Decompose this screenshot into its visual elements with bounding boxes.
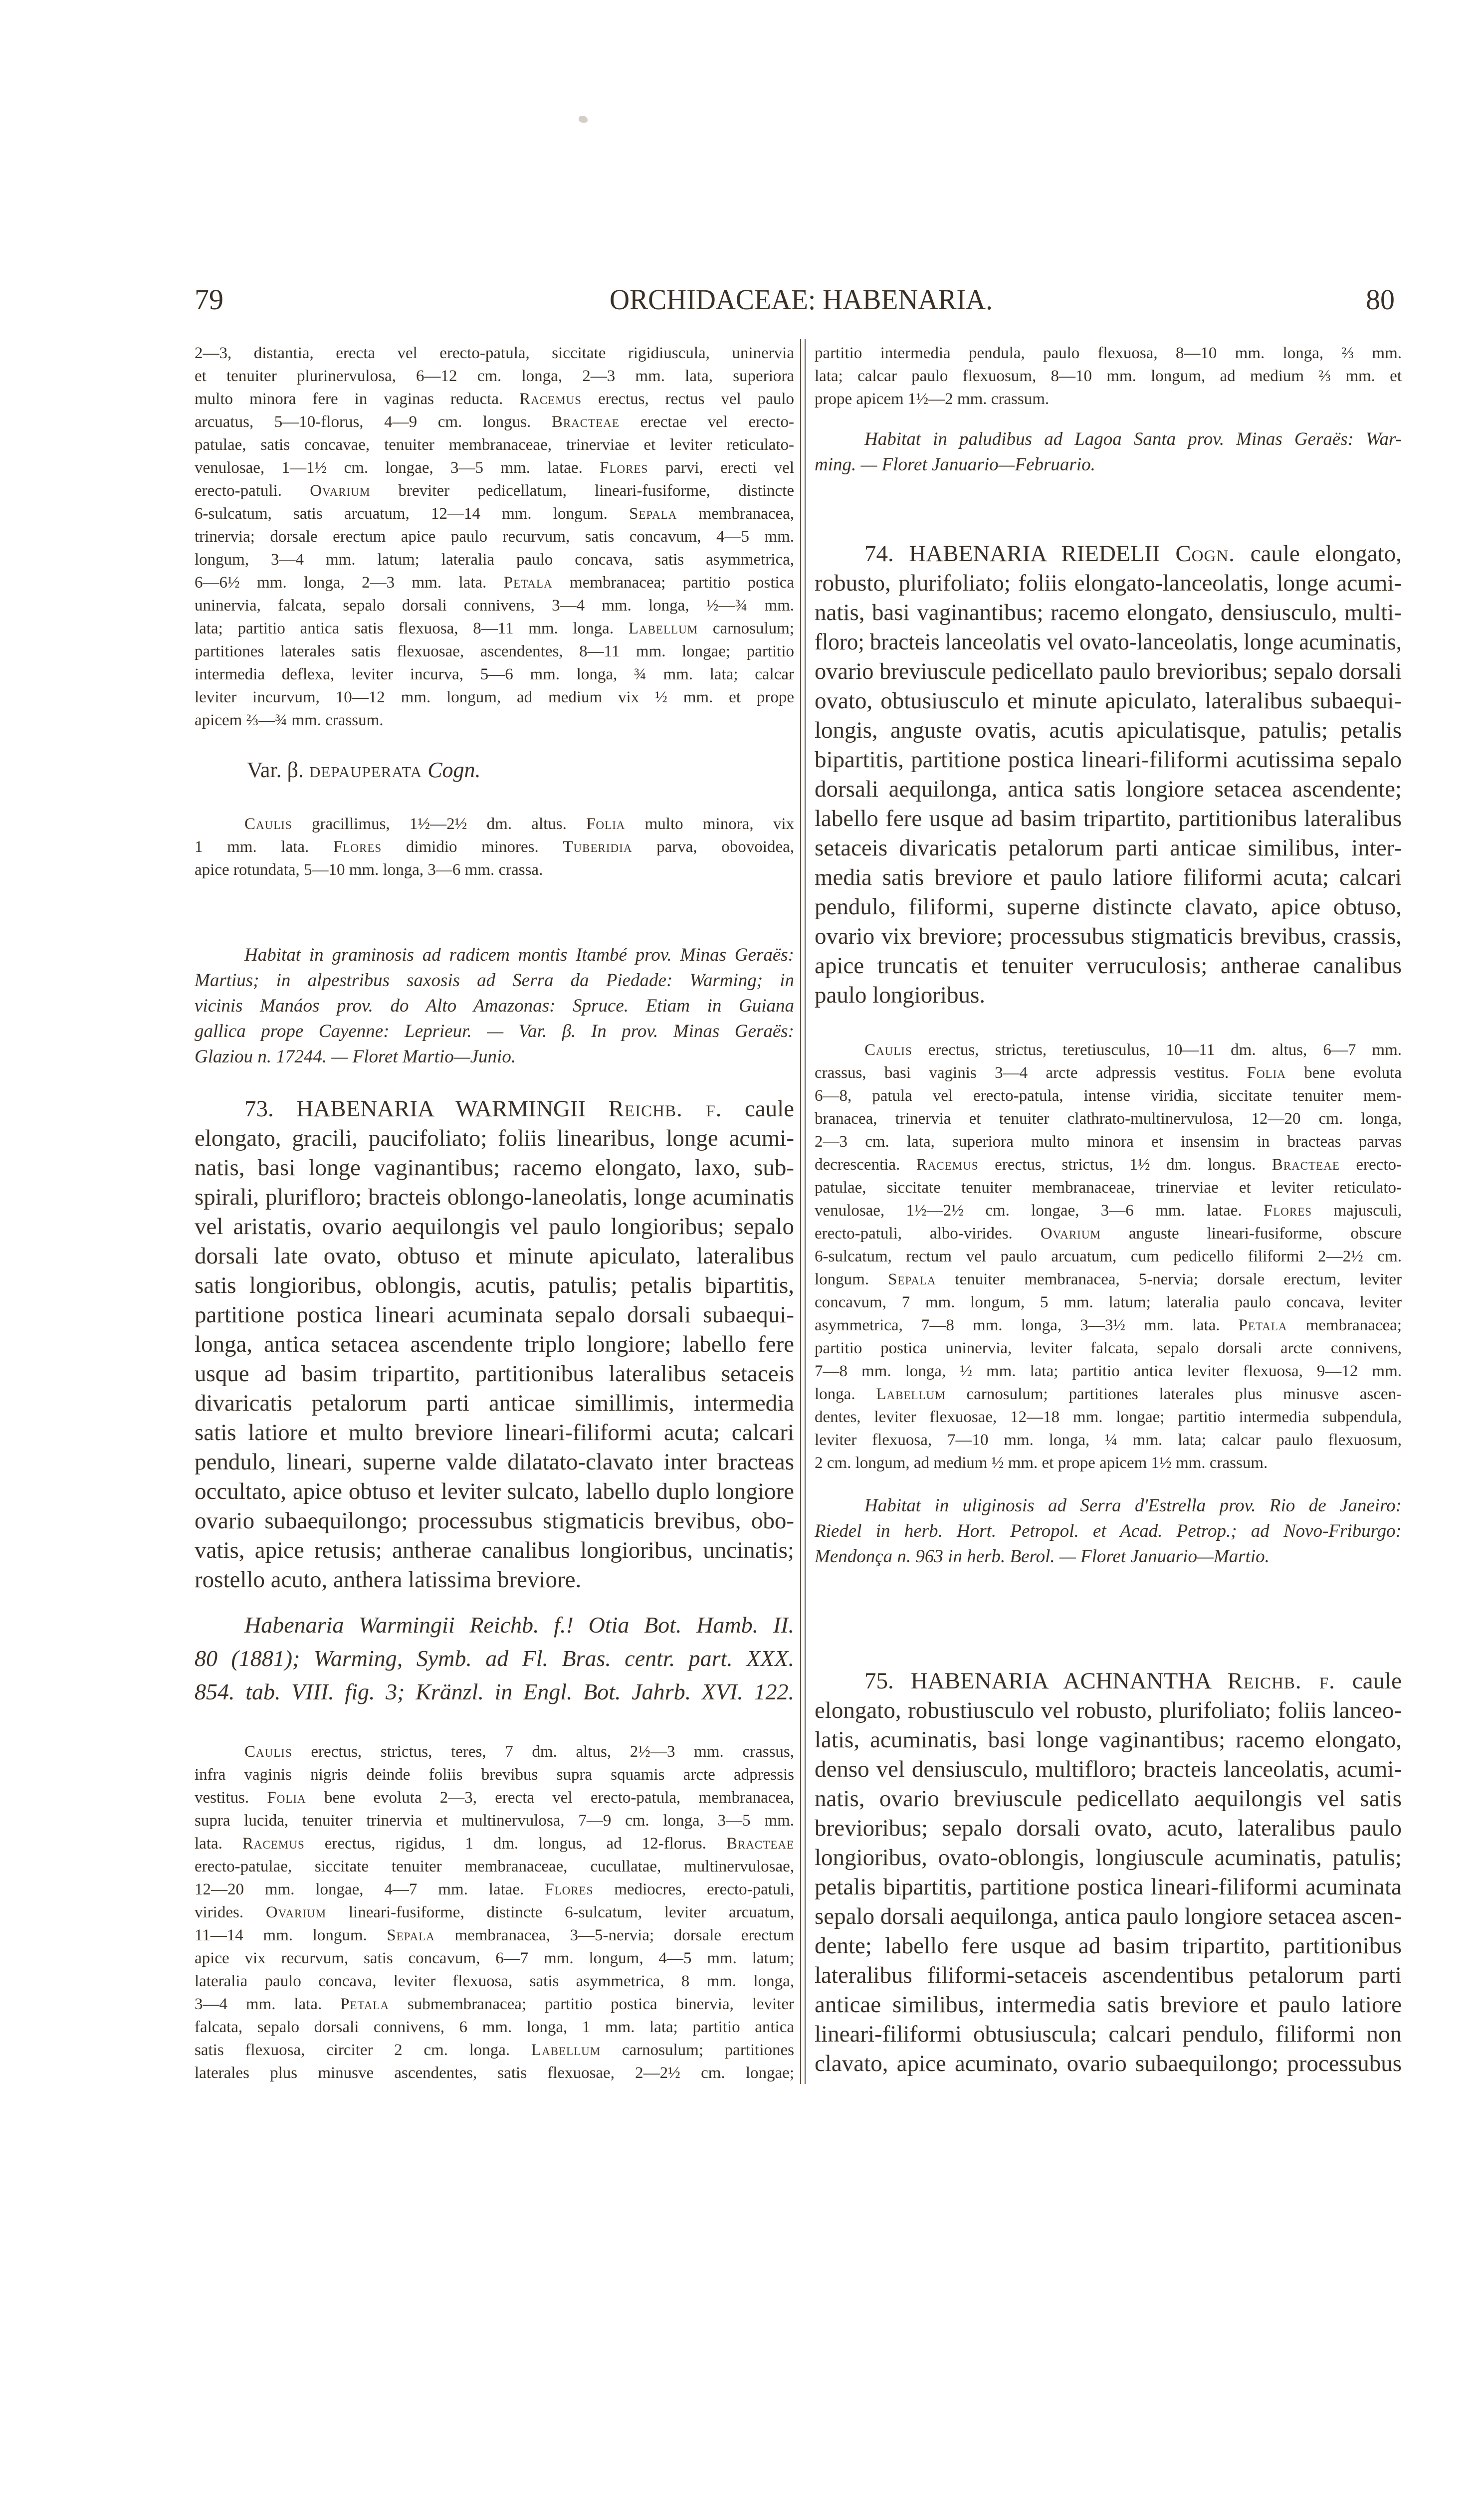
- text-line: apice rotundata, 5—10 mm. longa, 3—6 mm. crassa.: [195, 861, 543, 879]
- small-caps-term: Bracteae: [726, 1835, 794, 1853]
- text-line: lata. Racemus erectus, rigidus, 1 dm. longus, ad 12-florus. Bracteae: [195, 1835, 794, 1853]
- text-line: ming. — Floret Januario—Februario.: [815, 454, 1095, 475]
- text-line: vatis, apice retusis; antherae canalibus longioribus, uncinatis;: [195, 1537, 794, 1563]
- italic-term: Cogn.: [427, 758, 481, 782]
- species-73-diagnosis: [195, 1094, 794, 1595]
- text-line: 6—6½ mm. longa, 2—3 mm. lata. Petala membranacea; partitio postica: [195, 574, 794, 592]
- species-73-citation: [195, 1608, 794, 1708]
- small-caps-term: Bracteae: [551, 413, 620, 431]
- text-line: 1 mm. lata. Flores dimidio minores. Tuberidia parva, obovoidea,: [195, 838, 795, 856]
- text-line: Caulis erectus, strictus, teres, 7 dm. altus, 2½—3 mm. crassus,: [244, 1743, 794, 1761]
- text-line: natis, basi vaginantibus; racemo elongato, densiusculo, multi-: [815, 600, 1402, 625]
- text-line: venulosae, 1½—2½ cm. longae, 3—6 mm. latae. Flores majusculi,: [815, 1202, 1402, 1220]
- text-line: apicem ⅔—¾ mm. crassum.: [195, 711, 384, 729]
- small-caps-term: Folia: [267, 1789, 306, 1807]
- text-line: 11—14 mm. longum. Sepala membranacea, 3—5-nervia; dorsale erectum: [195, 1926, 794, 1944]
- text-line: Riedel in herb. Hort. Petropol. et Acad. Petrop.; ad Novo-Friburgo:: [815, 1521, 1402, 1541]
- small-caps-term: Sepala: [387, 1926, 435, 1944]
- text-line: satis latiore et multo breviore lineari-filiformi acuta; calcari: [195, 1420, 794, 1446]
- text-line: partitio intermedia pendula, paulo flexuosa, 8—10 mm. longa, ⅔ mm.: [815, 344, 1402, 362]
- text-line: erecto-patulae, siccitate tenuiter membranaceae, cucullatae, multinervulosae,: [195, 1858, 794, 1875]
- text-line: natis, basi longe vaginantibus; racemo elongato, laxo, sub-: [195, 1155, 794, 1181]
- text-line: 2 cm. longum, ad medium ½ mm. et prope apicem 1½ mm. crassum.: [815, 1454, 1268, 1472]
- text-line: 80 (1881); Warming, Symb. ad Fl. Bras. centr. part. XXX.: [195, 1646, 794, 1671]
- text-line: satis flexuosa, circiter 2 cm. longa. Labellum carnosulum; partitiones: [195, 2041, 794, 2059]
- habitat-paragraph-74: [815, 1493, 1402, 1569]
- text-line: 3—4 mm. lata. Petala submembranacea; partitio postica binervia, leviter: [195, 1995, 795, 2013]
- text-line: lateralibus filiformi-setaceis ascendentibus petalorum parti: [815, 1962, 1402, 1988]
- text-line: dente; labello fere usque ad basim tripartito, partitionibus: [815, 1933, 1402, 1959]
- small-caps-term: Labellum: [531, 2041, 601, 2059]
- small-caps-term: Ovarium: [310, 482, 371, 500]
- small-caps-term: Caulis: [244, 815, 292, 833]
- small-caps-term: Labellum: [628, 620, 698, 637]
- small-caps-term: Racemus: [242, 1835, 305, 1853]
- small-caps-term: Caulis: [244, 1743, 292, 1761]
- text-line: denso vel densiusculo, multifloro; bracteis lanceolatis, acumi-: [815, 1756, 1402, 1782]
- text-line: erecto-patuli, albo-virides. Ovarium anguste lineari-fusiforme, obscure: [815, 1225, 1402, 1243]
- text-line: setaceis divaricatis petalorum parti anticae similibus, inter-: [815, 835, 1402, 861]
- species-74-diagnosis: [815, 539, 1402, 1010]
- text-line: sepalo dorsali aequilonga, antica paulo longiore setacea ascen-: [815, 1903, 1402, 1929]
- text-line: Habitat in paludibus ad Lagoa Santa prov. Minas Geraës: War-: [864, 429, 1402, 449]
- text-line: crassus, basi vaginis 3—4 arcte adpressis vestitus. Folia bene evoluta: [815, 1064, 1402, 1082]
- text-line: dentes, leviter flexuosae, 12—18 mm. longae; partitio intermedia subpendula,: [815, 1408, 1402, 1426]
- text-line: 2—3, distantia, erecta vel erecto-patula, siccitate rigidiuscula, uninervia: [195, 344, 794, 362]
- text-line: elongato, gracili, paucifoliato; foliis linearibus, longe acumi-: [195, 1125, 794, 1151]
- small-caps-term: Racemus: [916, 1156, 979, 1174]
- text-line: 6—8, patula vel erecto-patula, intense viridia, siccitate tenuiter mem-: [815, 1087, 1402, 1105]
- small-caps-term: Reichb. f.: [608, 1096, 722, 1122]
- small-caps-term: Labellum: [876, 1385, 946, 1403]
- page-number-right: 80: [1366, 283, 1395, 316]
- text-line: ovario subaequilongo; processubus stigmaticis brevibus, obo-: [195, 1508, 794, 1534]
- text-line: Mendonça n. 963 in herb. Berol. — Floret Januario—Martio.: [815, 1546, 1270, 1567]
- text-line: et tenuiter plurinervulosa, 6—12 cm. longa, 2—3 mm. lata, superiora: [195, 367, 794, 385]
- small-caps-term: Cogn.: [1175, 541, 1235, 567]
- text-line: spirali, plurifloro; bracteis oblongo-laneolatis, longe acuminatis: [195, 1184, 794, 1210]
- text-line: arcuatus, 5—10-florus, 4—9 cm. longus. Bracteae erectae vel erecto-: [195, 413, 795, 431]
- text-line: venulosae, 1—1½ cm. longae, 3—5 mm. latae. Flores parvi, erecti vel: [195, 459, 794, 477]
- text-line: supra lucida, tenuiter trinervia et multinervulosa, 7—9 cm. longa, 3—5 mm.: [195, 1812, 794, 1830]
- text-line: 75. HABENARIA ACHNANTHA Reichb. f. caule: [864, 1668, 1402, 1694]
- text-line: trinervia; dorsale erectum apice paulo recurvum, satis concavum, 4—5 mm.: [195, 528, 794, 546]
- column-rule: [800, 339, 801, 2084]
- small-caps-term: Caulis: [864, 1041, 912, 1059]
- text-line: Habenaria Warmingii Reichb. f.! Otia Bot. Hamb. II.: [244, 1612, 794, 1638]
- species-73-description: [195, 1740, 794, 2084]
- text-line: 854. tab. VIII. fig. 3; Kränzl. in Engl. Bot. Jahrb. XVI. 122.: [195, 1679, 794, 1704]
- text-line: decrescentia. Racemus erectus, strictus, 1½ dm. longus. Bracteae erecto-: [815, 1156, 1402, 1174]
- small-caps-term: Tuberidia: [563, 838, 633, 856]
- text-line: floro; bracteis lanceolatis vel ovato-lanceolatis, longe acuminatis,: [815, 629, 1402, 655]
- text-line: branacea, trinervia et tenuiter clathrato-multinervulosa, 12—20 cm. longa,: [815, 1110, 1402, 1128]
- text-line: prope apicem 1½—2 mm. crassum.: [815, 390, 1050, 408]
- paper-mark: [579, 116, 588, 123]
- text-line: 7—8 mm. longa, ½ mm. lata; partitio antica leviter flexuosa, 9—12 mm.: [815, 1362, 1402, 1380]
- small-caps-term: Reichb. f.: [1227, 1668, 1335, 1694]
- text-line: brevioribus; sepalo dorsali ovato, acuto, lateralibus paulo: [815, 1815, 1402, 1841]
- text-line: virides. Ovarium lineari-fusiforme, distincte 6-sulcatum, leviter arcuatum,: [195, 1903, 794, 1921]
- small-caps-term: Petala: [1238, 1316, 1287, 1334]
- small-caps-term: Sepala: [629, 505, 677, 523]
- text-line: ovario breviuscule pedicellato paulo brevioribus; sepalo dorsali: [815, 658, 1402, 684]
- text-line: leviter incurvum, 10—12 mm. longum, ad medium vix ½ mm. et prope: [195, 688, 794, 706]
- small-caps-term: Flores: [600, 459, 648, 477]
- text-line: labello fere usque ad basim tripartito, partitionibus lateralibus: [815, 806, 1402, 831]
- text-line: laterales plus minusve ascendentes, satis flexuosae, 2—2½ cm. longae;: [195, 2064, 794, 2082]
- text-line: pendulo, lineari, superne valde dilatato-clavato inter bracteas: [195, 1449, 794, 1475]
- text-line: patulae, siccitate tenuiter membranaceae, trinerviae et leviter reticulato-: [815, 1179, 1402, 1197]
- small-caps-term: Flores: [333, 838, 382, 856]
- variety-description: [195, 813, 794, 881]
- text-line: 73. HABENARIA WARMINGII Reichb. f. caule: [244, 1096, 794, 1122]
- text-line: lata; partitio antica satis flexuosa, 8—11 mm. longa. Labellum carnosulum;: [195, 620, 794, 637]
- text-line: dorsali late ovato, obtuso et minute apiculato, lateralibus: [195, 1243, 794, 1269]
- small-caps-term: Ovarium: [1040, 1225, 1101, 1243]
- text-line: Martius; in alpestribus saxosis ad Serra da Piedade: Warming; in: [195, 970, 794, 991]
- text-line: pendulo, filiformi, superne distincte clavato, apice obtuso,: [815, 894, 1402, 920]
- text-line: divaricatis petalorum parti anticae simillimis, intermedia: [195, 1390, 794, 1416]
- small-caps-term: depauperata: [309, 758, 423, 782]
- text-line: intermedia deflexa, leviter incurva, 5—6 mm. longa, ¾ mm. lata; calcar: [195, 665, 794, 683]
- small-caps-term: Petala: [503, 574, 553, 592]
- habitat-paragraph: [195, 942, 794, 1069]
- text-line: occultato, apice obtuso et leviter sulcato, labello duplo longiore: [195, 1478, 794, 1504]
- description-continued: [195, 342, 794, 732]
- text-line: apice truncatis et tenuiter verruculosis; antherae canalibus: [815, 953, 1402, 979]
- text-line: patulae, satis concavae, tenuiter membranaceae, trinerviae et leviter reticulato-: [195, 436, 794, 454]
- text-line: ovario vix breviore; processubus stigmaticis brevibus, crassis,: [815, 923, 1402, 949]
- text-line: natis, ovario breviuscule pedicellato aequilongis vel satis: [815, 1786, 1402, 1812]
- text-line: partitiones laterales satis flexuosae, ascendentes, 8—11 mm. longae; partitio: [195, 642, 794, 660]
- small-caps-term: Sepala: [888, 1270, 936, 1288]
- text-line: 74. HABENARIA RIEDELII Cogn. caule elongato,: [864, 541, 1402, 567]
- text-line: anticae similibus, intermedia satis breviore et paulo latiore: [815, 1992, 1402, 2018]
- text-line: Caulis gracillimus, 1½—2½ dm. altus. Folia multo minora, vix: [244, 815, 794, 833]
- small-caps-term: Ovarium: [265, 1903, 327, 1921]
- small-caps-term: Flores: [545, 1880, 594, 1898]
- small-caps-term: Folia: [1247, 1064, 1286, 1082]
- text-line: vicinis Manáos prov. do Alto Amazonas: Spruce. Etiam in Guiana: [195, 996, 794, 1016]
- text-line: dorsali aequilonga, antica satis longiore setacea ascendente;: [815, 776, 1402, 802]
- text-line: bipartitis, partitione postica lineari-filiformi acutissima sepalo: [815, 747, 1402, 773]
- text-line: 6-sulcatum, satis arcuatum, 12—14 mm. longum. Sepala membranacea,: [195, 505, 794, 523]
- text-line: partitio postica uninervia, leviter falcata, sepalo dorsali arcte connivens,: [815, 1339, 1402, 1357]
- text-line: vestitus. Folia bene evoluta 2—3, erecta vel erecto-patula, membranacea,: [195, 1789, 794, 1807]
- text-line: Caulis erectus, strictus, teretiusculus, 10—11 dm. altus, 6—7 mm.: [864, 1041, 1402, 1059]
- small-caps-term: Petala: [340, 1995, 389, 2013]
- description-continued-right: [815, 342, 1402, 411]
- text-line: concavum, 7 mm. longum, 5 mm. latum; lateralia paulo concava, leviter: [815, 1293, 1402, 1311]
- text-line: robusto, plurifoliato; foliis elongato-lanceolatis, longe acumi-: [815, 570, 1402, 596]
- text-line: infra vaginis nigris deinde foliis brevibus supra squamis arcte adpressis: [195, 1766, 794, 1784]
- small-caps-term: Bracteae: [1272, 1156, 1340, 1174]
- text-line: rostello acuto, anthera latissima breviore.: [195, 1567, 582, 1593]
- small-caps-term: Racemus: [519, 390, 582, 408]
- text-line: petalis bipartitis, partitione postica lineari-filiformi acuminata: [815, 1874, 1402, 1900]
- text-line: asymmetrica, 7—8 mm. longa, 3—3½ mm. lata. Petala membranacea;: [815, 1316, 1402, 1334]
- text-line: partitione postica lineari acuminata sepalo dorsali subaequi-: [195, 1302, 794, 1328]
- text-line: Var. β. depauperata Cogn.: [247, 758, 481, 782]
- text-line: 12—20 mm. longae, 4—7 mm. latae. Flores mediocres, erecto-patuli,: [195, 1880, 794, 1898]
- text-line: multo minora fere in vaginas reducta. Racemus erectus, rectus vel paulo: [195, 390, 794, 408]
- text-line: vel aristatis, ovario aequilongis vel paulo longioribus; sepalo: [195, 1214, 794, 1240]
- habitat-paragraph-73: [815, 426, 1402, 477]
- text-line: Glaziou n. 17244. — Floret Martio—Junio.: [195, 1046, 516, 1067]
- text-line: longis, anguste ovatis, acutis apiculatisque, patulis; petalis: [815, 717, 1402, 743]
- text-line: ovato, obtusiusculo et minute apiculato, lateralibus subaequi-: [815, 688, 1402, 714]
- text-line: apice vix recurvum, satis concavum, 6—7 mm. longum, 4—5 mm. latum;: [195, 1949, 794, 1967]
- text-line: 6-sulcatum, rectum vel paulo arcuatum, cum pedicello filiformi 2—2½ cm.: [815, 1247, 1402, 1265]
- text-line: longa, antica setacea ascendente triplo longiore; labello fere: [195, 1331, 794, 1357]
- small-caps-term: Folia: [586, 815, 626, 833]
- text-line: uninervia, falcata, sepalo dorsali connivens, 3—4 mm. longa, ½—¾ mm.: [195, 597, 794, 615]
- text-line: lineari-filiformi obtusiuscula; calcari pendulo, filiformi non: [815, 2021, 1402, 2047]
- species-74-description: [815, 1039, 1402, 1474]
- text-line: media satis breviore et paulo latiore filiformi acuta; calcari: [815, 864, 1402, 890]
- text-line: leviter flexuosa, 7—10 mm. longa, ¼ mm. lata; calcar paulo flexuosum,: [815, 1431, 1402, 1449]
- text-line: erecto-patuli. Ovarium breviter pedicellatum, lineari-fusiforme, distincte: [195, 482, 795, 500]
- text-line: 2—3 cm. lata, superiora multo minora et insensim in bracteas parvas: [815, 1133, 1402, 1151]
- text-line: usque ad basim tripartito, partitionibus lateralibus setaceis: [195, 1361, 794, 1387]
- text-line: lateralia paulo concava, leviter flexuosa, satis asymmetrica, 8 mm. longa,: [195, 1972, 794, 1990]
- running-title: [610, 282, 993, 317]
- text-line: latis, acuminatis, basi longe vaginantibus; racemo elongato,: [815, 1727, 1402, 1753]
- text-line: lata; calcar paulo flexuosum, 8—10 mm. longum, ad medium ⅔ mm. et: [815, 367, 1402, 385]
- text-line: longum, 3—4 mm. latum; lateralia paulo concava, satis asymmetrica,: [195, 551, 794, 569]
- text-line: longa. Labellum carnosulum; partitiones laterales plus minusve ascen-: [815, 1385, 1402, 1403]
- species-75-diagnosis: [815, 1666, 1402, 2078]
- column-rule: [805, 339, 806, 2084]
- text-line: Habitat in uliginosis ad Serra d'Estrella prov. Rio de Janeiro:: [864, 1495, 1402, 1516]
- text-line: gallica prope Cayenne: Leprieur. — Var. β. In prov. Minas Geraës:: [195, 1021, 794, 1041]
- variety-heading: [195, 758, 794, 782]
- text-line: satis longioribus, oblongis, acutis, patulis; petalis bipartitis,: [195, 1272, 794, 1298]
- running-title-text: ORCHIDACEAE: HABENARIA.: [610, 283, 993, 316]
- text-line: paulo longioribus.: [815, 982, 986, 1008]
- page-number-left: 79: [195, 283, 223, 316]
- text-line: elongato, robustiusculo vel robusto, plurifoliato; foliis lanceo-: [815, 1697, 1402, 1723]
- text-line: longum. Sepala tenuiter membranacea, 5-nervia; dorsale erectum, leviter: [815, 1270, 1402, 1288]
- text-line: longioribus, ovato-oblongis, longiuscule acuminatis, patulis;: [815, 1845, 1402, 1870]
- small-caps-term: Flores: [1263, 1202, 1312, 1220]
- text-line: clavato, apice acuminato, ovario subaequilongo; processubus: [815, 2051, 1402, 2077]
- text-line: Habitat in graminosis ad radicem montis Itambé prov. Minas Geraës:: [244, 945, 794, 965]
- text-line: falcata, sepalo dorsali connivens, 6 mm. longa, 1 mm. lata; partitio antica: [195, 2018, 794, 2036]
